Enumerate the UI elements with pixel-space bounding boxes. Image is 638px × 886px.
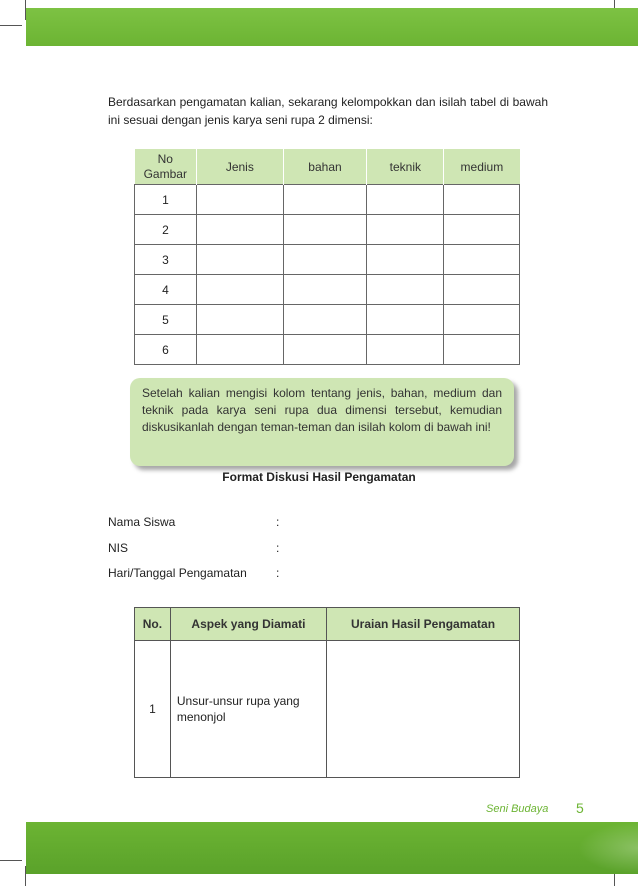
cell-jenis[interactable] <box>197 275 284 305</box>
field-label-nis: NIS <box>108 541 129 555</box>
table-header-row <box>135 608 520 641</box>
cell-bahan[interactable] <box>283 245 367 275</box>
field-separator: : <box>276 541 280 555</box>
col-aspek: Aspek yang Diamati <box>170 608 326 641</box>
row-number: 2 <box>135 215 197 245</box>
col-medium: medium <box>444 149 520 185</box>
table-row <box>135 245 520 275</box>
table-row <box>135 305 520 335</box>
cell-jenis[interactable] <box>197 185 284 215</box>
col-no-gambar: No Gambar <box>135 149 197 185</box>
col-no: No. <box>135 608 171 641</box>
col-jenis: Jenis <box>197 149 284 185</box>
row-number: 4 <box>135 275 197 305</box>
format-title: Format Diskusi Hasil Pengamatan <box>222 470 416 484</box>
cell-teknik[interactable] <box>367 185 444 215</box>
cell-jenis[interactable] <box>197 335 284 365</box>
table-row <box>135 185 520 215</box>
cell-jenis[interactable] <box>197 305 284 335</box>
footer-band <box>26 822 638 874</box>
cell-teknik[interactable] <box>367 335 444 365</box>
table-row <box>135 215 520 245</box>
cell-jenis[interactable] <box>197 215 284 245</box>
field-separator: : <box>276 566 280 580</box>
observation-table <box>134 607 520 778</box>
row-number: 1 <box>135 641 171 778</box>
cell-bahan[interactable] <box>283 215 367 245</box>
cell-medium[interactable] <box>444 275 520 305</box>
col-uraian: Uraian Hasil Pengamatan <box>327 608 520 641</box>
cell-teknik[interactable] <box>367 275 444 305</box>
cell-medium[interactable] <box>444 335 520 365</box>
cell-medium[interactable] <box>444 185 520 215</box>
header-band <box>26 8 638 46</box>
footer-decoration <box>578 822 638 874</box>
cell-teknik[interactable] <box>367 245 444 275</box>
field-label-nama: Nama Siswa <box>108 515 176 529</box>
table-row <box>135 335 520 365</box>
cell-medium[interactable] <box>444 305 520 335</box>
cell-medium[interactable] <box>444 215 520 245</box>
col-teknik: teknik <box>367 149 444 185</box>
instruction-callout: Setelah kalian mengisi kolom tentang jenis, bahan, medium dan teknik pada karya seni rupa dua dimensi tersebut, kemudian diskusikanlah dengan teman-teman dan isilah kolom di bawah ini! <box>130 378 514 466</box>
cell-medium[interactable] <box>444 245 520 275</box>
row-number: 6 <box>135 335 197 365</box>
classification-table <box>134 149 520 365</box>
cell-teknik[interactable] <box>367 305 444 335</box>
cell-jenis[interactable] <box>197 245 284 275</box>
cell-bahan[interactable] <box>283 305 367 335</box>
table-header-row <box>135 149 520 185</box>
aspek-cell: Unsur-unsur rupa yang menonjol <box>170 641 326 778</box>
book-title: Seni Budaya <box>486 803 549 815</box>
cell-bahan[interactable] <box>283 335 367 365</box>
row-number: 1 <box>135 185 197 215</box>
cell-bahan[interactable] <box>283 275 367 305</box>
cell-bahan[interactable] <box>283 185 367 215</box>
page-number: 5 <box>576 800 584 816</box>
table-row <box>135 275 520 305</box>
cell-teknik[interactable] <box>367 215 444 245</box>
table-row <box>135 641 520 778</box>
field-label-tanggal: Hari/Tanggal Pengamatan <box>108 566 247 580</box>
intro-paragraph: Berdasarkan pengamatan kalian, sekarang kelompokkan dan isilah tabel di bawah ini sesuai dengan jenis karya seni rupa 2 dimensi: <box>108 95 548 127</box>
field-separator: : <box>276 515 280 529</box>
col-bahan: bahan <box>283 149 367 185</box>
row-number: 5 <box>135 305 197 335</box>
uraian-cell[interactable] <box>327 641 520 778</box>
crop-mark <box>0 860 22 861</box>
row-number: 3 <box>135 245 197 275</box>
crop-mark <box>0 25 22 26</box>
